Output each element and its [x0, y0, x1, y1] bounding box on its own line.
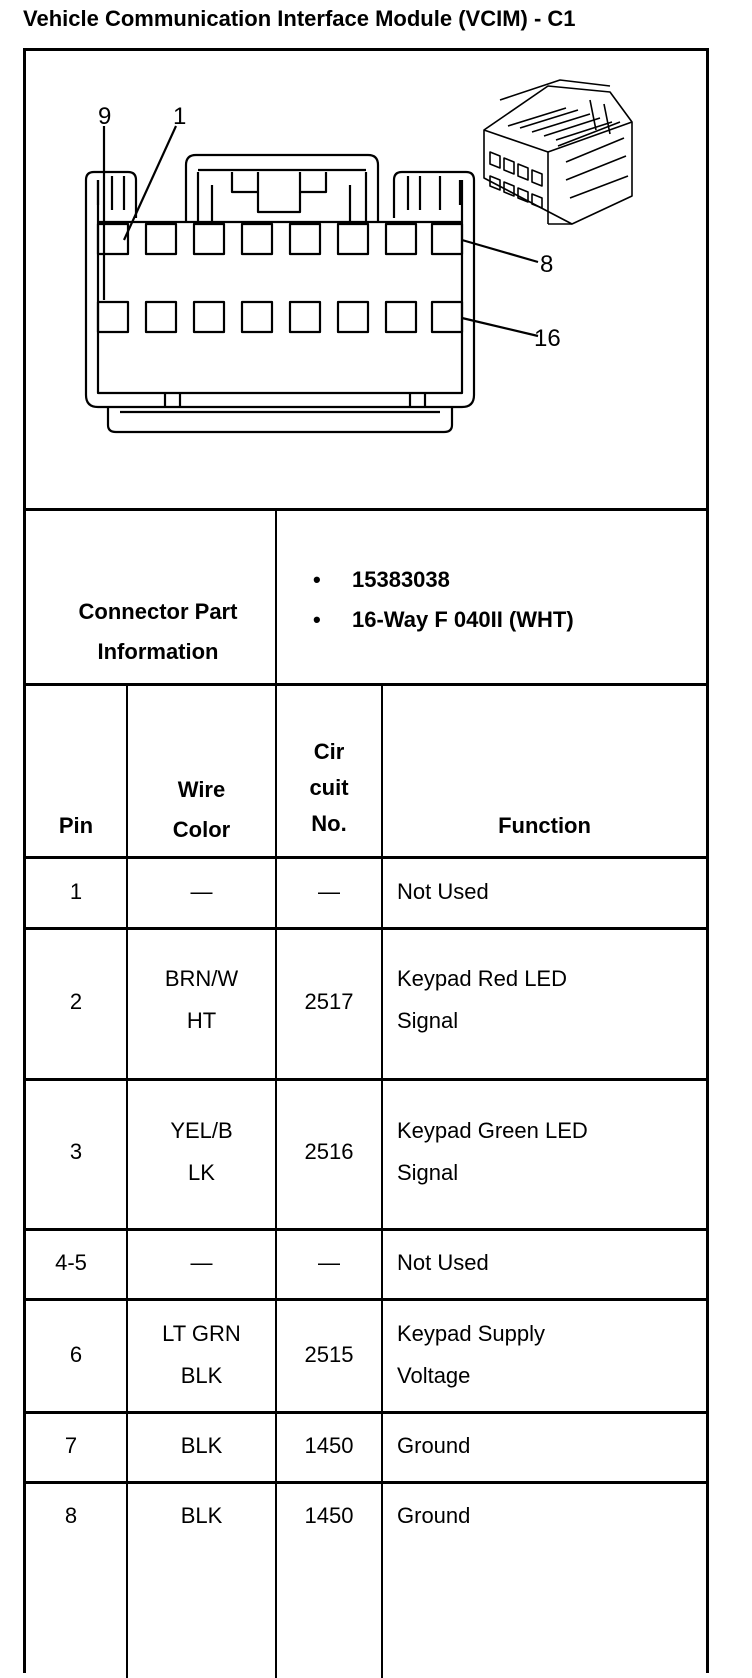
table-cell-pin: 2	[69, 989, 83, 1014]
table-cell-circuit: 2517	[304, 989, 354, 1014]
table-cell-function: Not Used	[397, 879, 489, 904]
table-cell-pin: 4-5	[55, 1250, 87, 1275]
rule	[23, 508, 709, 511]
page-title: Vehicle Communication Interface Module (VCIM) - C1	[23, 6, 576, 31]
table-cell-pin: 1	[69, 879, 83, 904]
table-cell-function: Keypad Green LED Signal	[397, 1118, 588, 1185]
callout-1: 1	[173, 103, 187, 130]
table-cell-circuit: 1450	[304, 1503, 354, 1528]
part-number: • 15383038	[310, 560, 574, 600]
table-cell-pin: 7	[64, 1433, 78, 1458]
table-cell-pin: 8	[64, 1503, 78, 1528]
callout-8: 8	[540, 251, 554, 278]
connector-part-info-list	[310, 560, 574, 640]
table-cell-wire: —	[190, 879, 213, 904]
callout-16: 16	[534, 325, 561, 352]
table-cell-pin: 3	[69, 1139, 83, 1164]
header-wire-color: Wire Color	[172, 777, 231, 842]
connector-type: • 16-Way F 040II (WHT)	[310, 600, 574, 640]
table-cell-circuit: 1450	[304, 1433, 354, 1458]
table-cell-circuit: —	[318, 879, 340, 904]
table-cell-function: Keypad Red LED Signal	[397, 966, 567, 1033]
table-cell-wire: LT GRN BLK	[162, 1321, 241, 1388]
connector-diagram	[26, 51, 706, 541]
header-pin: Pin	[58, 813, 94, 838]
header-circuit-no: Cir cuit No.	[309, 739, 349, 836]
connector-isometric-view	[484, 80, 632, 224]
pin-row-bottom	[98, 302, 462, 332]
table-cell-function: Not Used	[397, 1250, 489, 1275]
table-cell-circuit: —	[318, 1250, 340, 1275]
table-cell-function: Ground	[397, 1433, 471, 1458]
table-cell-function: Ground	[397, 1503, 471, 1528]
table-cell-wire: —	[190, 1250, 213, 1275]
table-cell-circuit: 2515	[304, 1342, 354, 1367]
table-cell-pin: 6	[69, 1342, 83, 1367]
header-function: Function	[498, 813, 591, 838]
connector-part-info-label: Connector Part Information	[78, 599, 238, 664]
table-cell-wire: BRN/W HT	[164, 966, 239, 1033]
callout-9: 9	[98, 103, 112, 130]
pin-row-top	[98, 224, 462, 254]
table-cell-wire: YEL/B LK	[170, 1118, 233, 1185]
table-cell-wire: BLK	[180, 1433, 223, 1458]
table-cell-circuit: 2516	[304, 1139, 354, 1164]
table-cell-wire: BLK	[180, 1503, 223, 1528]
table-cell-function: Keypad Supply Voltage	[397, 1321, 545, 1388]
